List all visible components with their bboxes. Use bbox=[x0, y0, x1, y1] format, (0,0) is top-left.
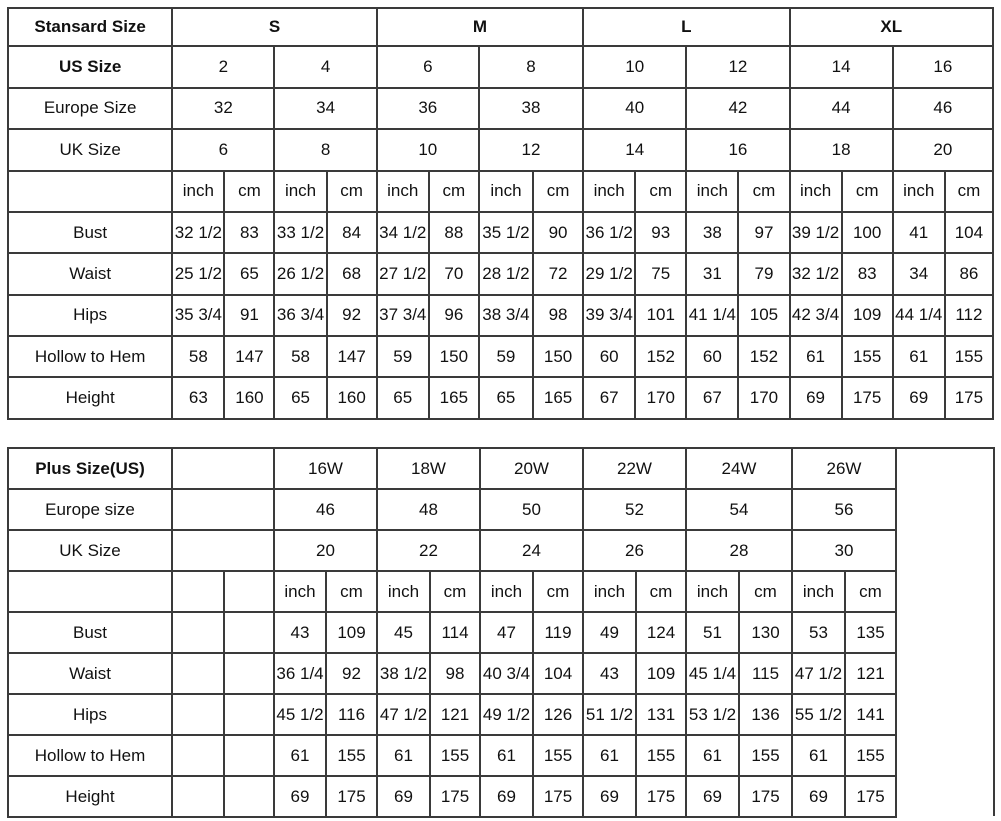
measurement-row-height bbox=[8, 377, 993, 419]
value-cm: 91 bbox=[224, 295, 274, 336]
value-inch: 69 bbox=[274, 776, 326, 817]
value-inch: 47 1/2 bbox=[792, 653, 845, 694]
value-cm: 112 bbox=[945, 295, 993, 336]
size-group-s: S bbox=[172, 8, 376, 46]
plus-size-table-body bbox=[8, 448, 896, 817]
europe-size-cell: 38 bbox=[479, 88, 583, 129]
value-inch: 39 1/2 bbox=[790, 212, 842, 253]
value-cm: 90 bbox=[533, 212, 583, 253]
plus-europe-size-cell: 46 bbox=[274, 489, 377, 530]
plus-europe-size-cell: 48 bbox=[377, 489, 480, 530]
plus-measurement-row-hips bbox=[8, 694, 896, 735]
measurement-row-bust bbox=[8, 212, 993, 253]
us-size-cell: 6 bbox=[377, 46, 479, 87]
value-inch: 55 1/2 bbox=[792, 694, 845, 735]
value-inch: 59 bbox=[377, 336, 429, 377]
value-cm: 83 bbox=[842, 253, 893, 294]
unit-cm: cm bbox=[845, 571, 896, 612]
value-cm: 165 bbox=[533, 377, 583, 419]
value-cm: 170 bbox=[635, 377, 686, 419]
plus-size-table bbox=[7, 447, 897, 818]
europe-size-cell: 40 bbox=[583, 88, 686, 129]
value-cm: 160 bbox=[327, 377, 377, 419]
plus-uk-size-cell: 22 bbox=[377, 530, 480, 571]
value-inch: 69 bbox=[377, 776, 430, 817]
unit-cm: cm bbox=[738, 171, 789, 212]
value-inch: 49 bbox=[583, 612, 636, 653]
europe-size-cell: 46 bbox=[893, 88, 993, 129]
plus-measurement-row-waist bbox=[8, 653, 896, 694]
plus-europe-size-cell: 50 bbox=[480, 489, 583, 530]
value-inch: 61 bbox=[583, 735, 636, 776]
value-cm: 72 bbox=[533, 253, 583, 294]
measurement-label: Height bbox=[8, 776, 172, 817]
value-inch: 42 3/4 bbox=[790, 295, 842, 336]
value-cm: 86 bbox=[945, 253, 993, 294]
plus-europe-size-cell: 56 bbox=[792, 489, 896, 530]
size-group-m: M bbox=[377, 8, 583, 46]
value-cm: 70 bbox=[429, 253, 479, 294]
value-cm: 92 bbox=[326, 653, 377, 694]
value-inch: 38 3/4 bbox=[479, 295, 533, 336]
plus-us-size-cell: 26W bbox=[792, 448, 896, 489]
value-cm: 155 bbox=[533, 735, 583, 776]
us-size-cell: 2 bbox=[172, 46, 274, 87]
unit-inch: inch bbox=[274, 171, 326, 212]
value-inch: 25 1/2 bbox=[172, 253, 224, 294]
measurement-row-waist bbox=[8, 253, 993, 294]
plus-us-size-cell: 18W bbox=[377, 448, 480, 489]
plus-unit-row-blank bbox=[8, 571, 172, 612]
plus-europe-size-row bbox=[8, 489, 896, 530]
value-cm: 65 bbox=[224, 253, 274, 294]
unit-cm: cm bbox=[635, 171, 686, 212]
value-cm: 98 bbox=[533, 295, 583, 336]
unit-inch: inch bbox=[893, 171, 945, 212]
plus-blank-cell bbox=[172, 776, 224, 817]
plus-blank-cell bbox=[224, 571, 274, 612]
value-inch: 43 bbox=[274, 612, 326, 653]
value-cm: 84 bbox=[327, 212, 377, 253]
value-cm: 105 bbox=[738, 295, 789, 336]
value-inch: 58 bbox=[172, 336, 224, 377]
standard-size-table-body bbox=[8, 8, 993, 419]
value-inch: 61 bbox=[377, 735, 430, 776]
unit-cm: cm bbox=[739, 571, 792, 612]
value-inch: 38 1/2 bbox=[377, 653, 430, 694]
value-cm: 88 bbox=[429, 212, 479, 253]
value-cm: 155 bbox=[842, 336, 893, 377]
value-inch: 47 bbox=[480, 612, 533, 653]
standard-size-table bbox=[7, 7, 994, 420]
value-inch: 60 bbox=[583, 336, 635, 377]
unit-cm: cm bbox=[636, 571, 686, 612]
value-cm: 126 bbox=[533, 694, 583, 735]
value-cm: 165 bbox=[429, 377, 479, 419]
plus-blank-cell bbox=[224, 612, 274, 653]
value-cm: 92 bbox=[327, 295, 377, 336]
plus-us-size-row bbox=[8, 448, 896, 489]
unit-cm: cm bbox=[842, 171, 893, 212]
europe-size-cell: 34 bbox=[274, 88, 376, 129]
value-inch: 26 1/2 bbox=[274, 253, 326, 294]
value-inch: 65 bbox=[377, 377, 429, 419]
value-cm: 155 bbox=[430, 735, 480, 776]
measurement-label: Hollow to Hem bbox=[8, 735, 172, 776]
value-inch: 35 3/4 bbox=[172, 295, 224, 336]
uk-size-cell: 18 bbox=[790, 129, 893, 170]
uk-size-cell: 16 bbox=[686, 129, 789, 170]
value-cm: 155 bbox=[945, 336, 993, 377]
value-inch: 61 bbox=[893, 336, 945, 377]
value-inch: 41 bbox=[893, 212, 945, 253]
plus-measurement-row-hollow-to-hem bbox=[8, 735, 896, 776]
value-cm: 97 bbox=[738, 212, 789, 253]
measurement-label: Hips bbox=[8, 694, 172, 735]
value-inch: 45 1/2 bbox=[274, 694, 326, 735]
value-inch: 69 bbox=[790, 377, 842, 419]
us-size-label: US Size bbox=[8, 46, 172, 87]
value-inch: 69 bbox=[792, 776, 845, 817]
unit-inch: inch bbox=[583, 571, 636, 612]
value-inch: 35 1/2 bbox=[479, 212, 533, 253]
value-inch: 63 bbox=[172, 377, 224, 419]
plus-table-right-edge bbox=[993, 447, 995, 816]
value-inch: 59 bbox=[479, 336, 533, 377]
plus-uk-size-cell: 26 bbox=[583, 530, 686, 571]
value-cm: 131 bbox=[636, 694, 686, 735]
uk-size-cell: 8 bbox=[274, 129, 376, 170]
value-cm: 121 bbox=[430, 694, 480, 735]
plus-uk-size-row bbox=[8, 530, 896, 571]
value-cm: 155 bbox=[326, 735, 377, 776]
value-inch: 53 bbox=[792, 612, 845, 653]
value-cm: 109 bbox=[326, 612, 377, 653]
measurement-label: Bust bbox=[8, 612, 172, 653]
value-inch: 27 1/2 bbox=[377, 253, 429, 294]
unit-inch: inch bbox=[479, 171, 533, 212]
value-inch: 61 bbox=[274, 735, 326, 776]
plus-uk-size-cell: 30 bbox=[792, 530, 896, 571]
value-inch: 65 bbox=[479, 377, 533, 419]
value-inch: 67 bbox=[686, 377, 738, 419]
value-cm: 96 bbox=[429, 295, 479, 336]
unit-cm: cm bbox=[945, 171, 993, 212]
value-inch: 61 bbox=[480, 735, 533, 776]
value-inch: 37 3/4 bbox=[377, 295, 429, 336]
unit-inch: inch bbox=[480, 571, 533, 612]
value-inch: 40 3/4 bbox=[480, 653, 533, 694]
value-inch: 36 1/2 bbox=[583, 212, 635, 253]
value-cm: 147 bbox=[224, 336, 274, 377]
plus-blank-cell bbox=[172, 530, 274, 571]
value-inch: 39 3/4 bbox=[583, 295, 635, 336]
unit-cm: cm bbox=[327, 171, 377, 212]
value-cm: 175 bbox=[430, 776, 480, 817]
europe-size-label: Europe Size bbox=[8, 88, 172, 129]
plus-unit-row bbox=[8, 571, 896, 612]
us-size-cell: 16 bbox=[893, 46, 993, 87]
value-inch: 61 bbox=[790, 336, 842, 377]
value-inch: 34 bbox=[893, 253, 945, 294]
measurement-label: Waist bbox=[8, 253, 172, 294]
value-cm: 100 bbox=[842, 212, 893, 253]
value-cm: 160 bbox=[224, 377, 274, 419]
value-inch: 60 bbox=[686, 336, 738, 377]
value-cm: 175 bbox=[326, 776, 377, 817]
value-cm: 68 bbox=[327, 253, 377, 294]
plus-us-size-cell: 24W bbox=[686, 448, 792, 489]
size-group-xl: XL bbox=[790, 8, 993, 46]
unit-inch: inch bbox=[790, 171, 842, 212]
uk-size-cell: 6 bbox=[172, 129, 274, 170]
value-cm: 116 bbox=[326, 694, 377, 735]
value-cm: 130 bbox=[739, 612, 792, 653]
plus-us-size-cell: 20W bbox=[480, 448, 583, 489]
europe-size-row bbox=[8, 88, 993, 129]
us-size-row bbox=[8, 46, 993, 87]
value-cm: 141 bbox=[845, 694, 896, 735]
uk-size-cell: 10 bbox=[377, 129, 479, 170]
value-inch: 41 1/4 bbox=[686, 295, 738, 336]
value-cm: 109 bbox=[636, 653, 686, 694]
value-inch: 58 bbox=[274, 336, 326, 377]
plus-uk-size-cell: 28 bbox=[686, 530, 792, 571]
value-inch: 69 bbox=[583, 776, 636, 817]
value-cm: 175 bbox=[739, 776, 792, 817]
value-inch: 45 1/4 bbox=[686, 653, 739, 694]
value-inch: 38 bbox=[686, 212, 738, 253]
plus-measurement-row-height bbox=[8, 776, 896, 817]
value-inch: 67 bbox=[583, 377, 635, 419]
plus-europe-size-cell: 52 bbox=[583, 489, 686, 530]
value-cm: 155 bbox=[845, 735, 896, 776]
value-cm: 150 bbox=[533, 336, 583, 377]
value-cm: 101 bbox=[635, 295, 686, 336]
value-cm: 175 bbox=[533, 776, 583, 817]
unit-cm: cm bbox=[533, 571, 583, 612]
value-inch: 32 1/2 bbox=[790, 253, 842, 294]
measurement-label: Hips bbox=[8, 295, 172, 336]
measurement-label: Hollow to Hem bbox=[8, 336, 172, 377]
value-cm: 114 bbox=[430, 612, 480, 653]
value-cm: 155 bbox=[636, 735, 686, 776]
value-cm: 150 bbox=[429, 336, 479, 377]
europe-size-cell: 36 bbox=[377, 88, 479, 129]
value-cm: 121 bbox=[845, 653, 896, 694]
value-cm: 104 bbox=[945, 212, 993, 253]
value-cm: 155 bbox=[739, 735, 792, 776]
value-cm: 104 bbox=[533, 653, 583, 694]
europe-size-cell: 32 bbox=[172, 88, 274, 129]
plus-us-size-cell: 16W bbox=[274, 448, 377, 489]
value-inch: 51 bbox=[686, 612, 739, 653]
value-cm: 98 bbox=[430, 653, 480, 694]
unit-inch: inch bbox=[377, 571, 430, 612]
value-inch: 44 1/4 bbox=[893, 295, 945, 336]
plus-us-size-cell: 22W bbox=[583, 448, 686, 489]
value-cm: 175 bbox=[636, 776, 686, 817]
unit-row-blank bbox=[8, 171, 172, 212]
value-cm: 75 bbox=[635, 253, 686, 294]
plus-blank-cell bbox=[172, 694, 224, 735]
unit-inch: inch bbox=[377, 171, 429, 212]
plus-blank-cell bbox=[172, 653, 224, 694]
uk-size-label: UK Size bbox=[8, 129, 172, 170]
value-inch: 36 3/4 bbox=[274, 295, 326, 336]
plus-europe-size-label: Europe size bbox=[8, 489, 172, 530]
value-inch: 69 bbox=[686, 776, 739, 817]
unit-cm: cm bbox=[430, 571, 480, 612]
value-cm: 147 bbox=[327, 336, 377, 377]
value-cm: 152 bbox=[635, 336, 686, 377]
measurement-row-hollow-to-hem bbox=[8, 336, 993, 377]
measurement-label: Height bbox=[8, 377, 172, 419]
uk-size-cell: 20 bbox=[893, 129, 993, 170]
value-cm: 175 bbox=[842, 377, 893, 419]
uk-size-cell: 12 bbox=[479, 129, 583, 170]
size-group-row bbox=[8, 8, 993, 46]
value-cm: 83 bbox=[224, 212, 274, 253]
uk-size-cell: 14 bbox=[583, 129, 686, 170]
unit-inch: inch bbox=[583, 171, 635, 212]
us-size-cell: 14 bbox=[790, 46, 893, 87]
us-size-cell: 10 bbox=[583, 46, 686, 87]
unit-cm: cm bbox=[326, 571, 377, 612]
value-inch: 47 1/2 bbox=[377, 694, 430, 735]
standard-size-header: Stansard Size bbox=[8, 8, 172, 46]
value-inch: 61 bbox=[792, 735, 845, 776]
value-inch: 69 bbox=[480, 776, 533, 817]
plus-blank-cell bbox=[224, 735, 274, 776]
value-cm: 115 bbox=[739, 653, 792, 694]
europe-size-cell: 42 bbox=[686, 88, 789, 129]
value-inch: 28 1/2 bbox=[479, 253, 533, 294]
value-cm: 175 bbox=[945, 377, 993, 419]
value-inch: 65 bbox=[274, 377, 326, 419]
unit-row bbox=[8, 171, 993, 212]
us-size-cell: 4 bbox=[274, 46, 376, 87]
measurement-row-hips bbox=[8, 295, 993, 336]
unit-cm: cm bbox=[533, 171, 583, 212]
plus-blank-cell bbox=[224, 694, 274, 735]
measurement-label: Bust bbox=[8, 212, 172, 253]
us-size-cell: 12 bbox=[686, 46, 789, 87]
plus-measurement-row-bust bbox=[8, 612, 896, 653]
unit-inch: inch bbox=[792, 571, 845, 612]
value-cm: 93 bbox=[635, 212, 686, 253]
plus-blank-cell bbox=[224, 653, 274, 694]
value-cm: 119 bbox=[533, 612, 583, 653]
unit-cm: cm bbox=[224, 171, 274, 212]
measurement-label: Waist bbox=[8, 653, 172, 694]
plus-uk-size-cell: 20 bbox=[274, 530, 377, 571]
plus-europe-size-cell: 54 bbox=[686, 489, 792, 530]
size-group-l: L bbox=[583, 8, 789, 46]
value-inch: 45 bbox=[377, 612, 430, 653]
value-inch: 51 1/2 bbox=[583, 694, 636, 735]
value-inch: 29 1/2 bbox=[583, 253, 635, 294]
value-inch: 33 1/2 bbox=[274, 212, 326, 253]
value-inch: 69 bbox=[893, 377, 945, 419]
value-cm: 136 bbox=[739, 694, 792, 735]
value-cm: 170 bbox=[738, 377, 789, 419]
uk-size-row bbox=[8, 129, 993, 170]
value-inch: 36 1/4 bbox=[274, 653, 326, 694]
value-cm: 175 bbox=[845, 776, 896, 817]
value-cm: 135 bbox=[845, 612, 896, 653]
value-inch: 34 1/2 bbox=[377, 212, 429, 253]
value-cm: 124 bbox=[636, 612, 686, 653]
plus-uk-size-cell: 24 bbox=[480, 530, 583, 571]
plus-uk-size-label: UK Size bbox=[8, 530, 172, 571]
us-size-cell: 8 bbox=[479, 46, 583, 87]
europe-size-cell: 44 bbox=[790, 88, 893, 129]
value-inch: 53 1/2 bbox=[686, 694, 739, 735]
unit-inch: inch bbox=[274, 571, 326, 612]
value-cm: 79 bbox=[738, 253, 789, 294]
plus-blank-cell bbox=[172, 571, 224, 612]
value-inch: 32 1/2 bbox=[172, 212, 224, 253]
unit-cm: cm bbox=[429, 171, 479, 212]
plus-blank-cell bbox=[172, 489, 274, 530]
unit-inch: inch bbox=[686, 571, 739, 612]
value-cm: 109 bbox=[842, 295, 893, 336]
unit-inch: inch bbox=[686, 171, 738, 212]
value-inch: 31 bbox=[686, 253, 738, 294]
plus-blank-cell bbox=[172, 448, 274, 489]
plus-table-top-edge bbox=[895, 447, 995, 449]
plus-blank-cell bbox=[224, 776, 274, 817]
plus-blank-cell bbox=[172, 735, 224, 776]
value-cm: 152 bbox=[738, 336, 789, 377]
value-inch: 61 bbox=[686, 735, 739, 776]
value-inch: 43 bbox=[583, 653, 636, 694]
unit-inch: inch bbox=[172, 171, 224, 212]
plus-size-header: Plus Size(US) bbox=[8, 448, 172, 489]
plus-blank-cell bbox=[172, 612, 224, 653]
value-inch: 49 1/2 bbox=[480, 694, 533, 735]
